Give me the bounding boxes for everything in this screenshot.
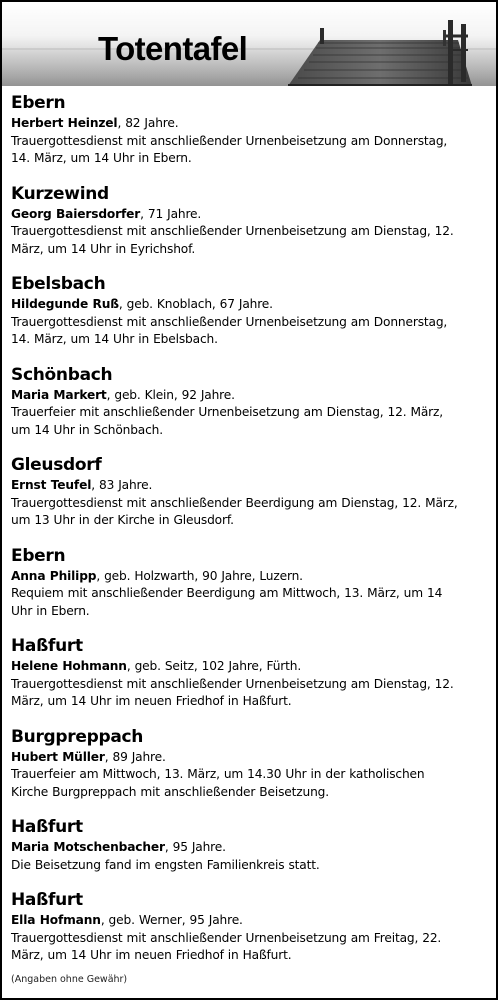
service-info-line: Kirche Burgpreppach mit anschließender Beisetzung. — [11, 784, 329, 799]
deceased-name: Georg Baiersdorfer — [11, 206, 141, 221]
service-info-line: Trauergottesdienst mit anschließender Beerdigung am Dienstag, 12. März, — [11, 495, 458, 510]
service-info-line: Trauerfeier mit anschließender Urnenbeisetzung am Dienstag, 12. März, — [11, 405, 444, 419]
deceased-details: , geb. Werner, 95 Jahre. — [100, 913, 243, 927]
deceased-line — [11, 115, 491, 133]
deceased-details: , geb. Klein, 92 Jahre. — [106, 387, 235, 402]
deceased-line — [11, 749, 491, 767]
deceased-line — [11, 839, 491, 857]
deceased-name: Maria Motschenbacher — [11, 840, 165, 854]
place-heading: Ebern — [11, 93, 66, 113]
deceased-line — [11, 568, 491, 586]
obituary-entry — [11, 727, 491, 802]
deceased-line — [11, 296, 491, 314]
jetty-lake-photo — [2, 2, 496, 86]
obituary-entry — [11, 817, 491, 874]
service-info-line: Trauergottesdienst mit anschließender Urnenbeisetzung am Dienstag, 12. — [11, 224, 454, 238]
deceased-line — [11, 477, 491, 495]
deceased-line — [11, 658, 491, 676]
service-info-line: Requiem mit anschließender Beerdigung am Mittwoch, 13. März, um 14 — [11, 586, 443, 600]
deceased-details: , 83 Jahre. — [91, 478, 153, 492]
service-info-line: März, um 14 Uhr im neuen Friedhof in Haßfurt. — [11, 948, 292, 962]
deceased-name: Herbert Heinzel — [11, 116, 118, 130]
service-info-line: Trauerfeier am Mittwoch, 13. März, um 14.30 Uhr in der katholischen — [11, 767, 425, 781]
deceased-name: Maria Markert — [11, 387, 107, 402]
place-heading: Gleusdorf — [11, 455, 102, 475]
obituary-entry — [11, 455, 491, 530]
deceased-details: , geb. Holzwarth, 90 Jahre, Luzern. — [96, 568, 303, 583]
obituary-entry — [11, 890, 491, 965]
deceased-details: , 95 Jahre. — [164, 840, 226, 854]
deceased-details: , 82 Jahre. — [117, 116, 179, 130]
place-heading: Burgpreppach — [11, 726, 144, 747]
deceased-name: Ernst Teufel — [11, 478, 92, 492]
place-heading: Schönbach — [11, 364, 113, 385]
service-info-line: um 14 Uhr in Schönbach. — [11, 422, 163, 437]
header-banner — [2, 2, 496, 86]
place-heading: Ebelsbach — [11, 274, 106, 294]
deceased-details: , geb. Seitz, 102 Jahre, Fürth. — [126, 659, 302, 673]
place-heading: Haßfurt — [11, 636, 83, 656]
deceased-details: , geb. Knoblach, 67 Jahre. — [118, 297, 273, 311]
place-heading: Kurzewind — [11, 183, 109, 204]
service-info-line: Uhr in Ebern. — [11, 603, 90, 618]
obituary-entry — [11, 184, 491, 259]
obituary-entry — [11, 365, 491, 440]
service-info-line: März, um 14 Uhr im neuen Friedhof in Haßfurt. — [11, 694, 292, 708]
deceased-line — [11, 387, 491, 405]
page-title: Totentafel — [98, 30, 248, 67]
obituary-entry — [11, 93, 491, 168]
deceased-name: Helene Hohmann — [11, 659, 127, 673]
service-info-line: Trauergottesdienst mit anschließender Urnenbeisetzung am Dienstag, 12. — [11, 676, 454, 691]
service-info-line: um 13 Uhr in der Kirche in Gleusdorf. — [11, 513, 234, 527]
deceased-name: Ella Hofmann — [11, 913, 101, 927]
deceased-line — [11, 912, 491, 930]
deceased-name: Anna Philipp — [11, 568, 97, 583]
service-info-line: Trauergottesdienst mit anschließender Urnenbeisetzung am Freitag, 22. — [11, 930, 442, 945]
service-info-line: Trauergottesdienst mit anschließender Urnenbeisetzung am Donnerstag, — [11, 133, 448, 148]
place-heading: Ebern — [11, 545, 66, 566]
service-info-line: Die Beisetzung fand im engsten Familienkreis statt. — [11, 857, 320, 872]
deceased-line — [11, 206, 491, 224]
deceased-details: , 89 Jahre. — [104, 749, 166, 764]
service-info-line: März, um 14 Uhr in Eyrichshof. — [11, 241, 196, 256]
deceased-name: Hildegunde Ruß — [11, 297, 119, 311]
obituary-entry — [11, 636, 491, 711]
place-heading: Haßfurt — [11, 817, 83, 837]
disclaimer-note: (Angaben ohne Gewähr) — [11, 974, 128, 985]
obituary-entry — [11, 546, 491, 621]
deceased-name: Hubert Müller — [11, 749, 105, 764]
obituary-list — [11, 93, 491, 981]
service-info-line: 14. März, um 14 Uhr in Ebelsbach. — [11, 332, 218, 346]
place-heading: Haßfurt — [11, 890, 83, 910]
service-info-line: Trauergottesdienst mit anschließender Urnenbeisetzung am Donnerstag, — [11, 314, 448, 329]
deceased-details: , 71 Jahre. — [140, 206, 202, 221]
obituary-entry — [11, 274, 491, 349]
service-info-line: 14. März, um 14 Uhr in Ebern. — [11, 151, 192, 165]
